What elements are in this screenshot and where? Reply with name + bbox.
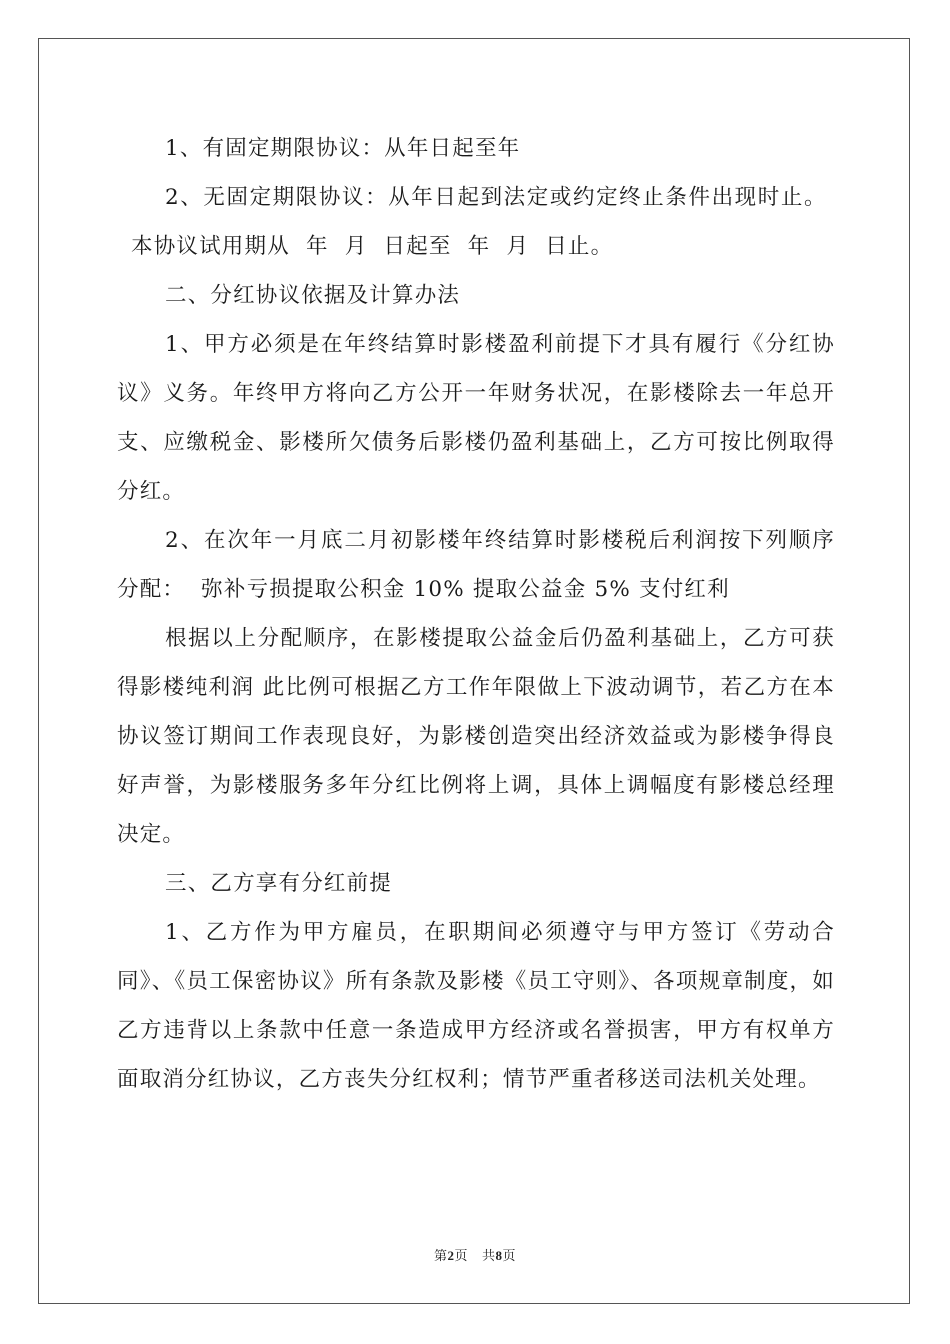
paragraph-probation-period: 本协议试用期从 年 月 日起至 年 月 日止。 <box>131 234 614 259</box>
total-unit: 页 <box>502 1249 516 1264</box>
paragraph-dividend-precondition: 1、乙方作为甲方雇员，在职期间必须遵守与甲方签订《劳动合同》、《员工保密协议》所有条款及影楼《员工守则》、各项规章制度，如乙方违背以上条款中任意一条造成甲方经济或名誉损害，甲方有权单方面取消分红协议，乙方丧失分红权利；情节严重者移送司法机关处理。 <box>117 920 835 1092</box>
section-heading-3: 三、乙方享有分红前提 <box>165 871 393 896</box>
section-heading-2: 二、分红协议依据及计算办法 <box>165 283 461 308</box>
total-prefix: 共 <box>481 1249 496 1264</box>
paragraph-profit-distribution: 2、在次年一月底二月初影楼年终结算时影楼税后利润按下列顺序分配： 弥补亏损提取公积金 10% 提取公益金 5% 支付红利 <box>117 528 835 602</box>
page-footer <box>0 1245 950 1264</box>
page-total: 8 <box>495 1248 503 1263</box>
page-unit: 页 <box>454 1249 469 1264</box>
paragraph-fixed-term: 1、有固定期限协议：从年日起至年 <box>165 136 521 161</box>
paragraph-dividend-basis: 1、甲方必须是在年终结算时影楼盈利前提下才具有履行《分红协议》义务。年终甲方将向乙方公开一年财务状况，在影楼除去一年总开支、应缴税金、影楼所欠债务后影楼仍盈利基础上，乙方可按比例取得分红。 <box>117 332 835 504</box>
paragraph-dividend-ratio: 根据以上分配顺序，在影楼提取公益金后仍盈利基础上，乙方可获得影楼纯利润 此比例可根据乙方工作年限做上下波动调节，若乙方在本协议签订期间工作表现良好，为影楼创造突出经济效益或为影楼争得良好声誉，为影楼服务多年分红比例将上调，具体上调幅度有影楼总经理决定。 <box>117 626 835 847</box>
document-body <box>117 124 835 1104</box>
paragraph-open-term: 2、无固定期限协议：从年日起到法定或约定终止条件出现时止。 <box>165 185 828 210</box>
page-prefix: 第 <box>434 1249 448 1264</box>
page-number: 2 <box>447 1248 455 1263</box>
